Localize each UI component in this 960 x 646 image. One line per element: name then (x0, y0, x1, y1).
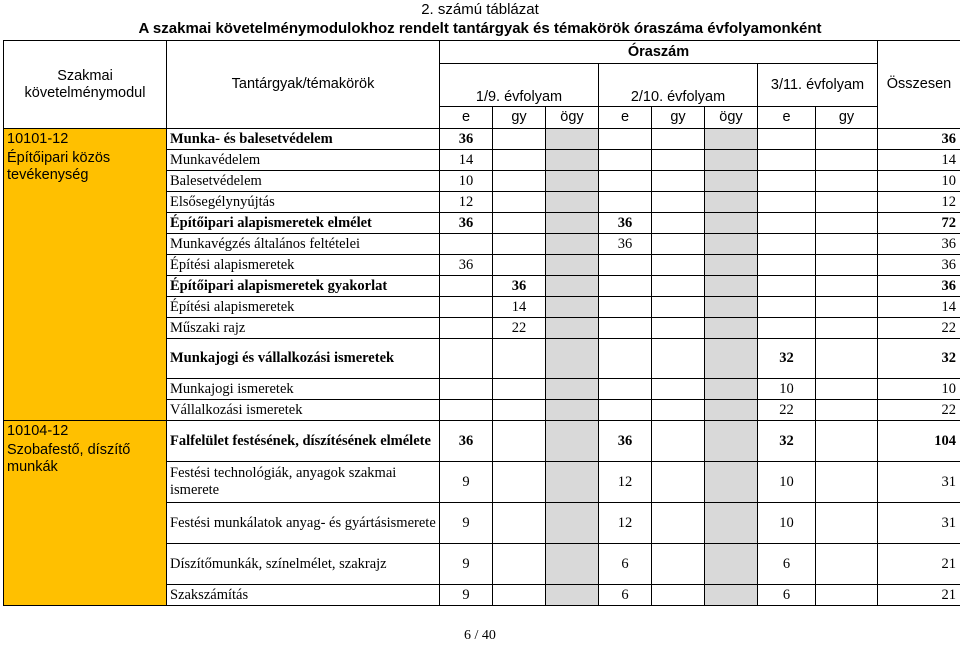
hours-cell (493, 585, 546, 606)
hours-cell (440, 339, 493, 379)
hours-cell (758, 276, 816, 297)
hours-cell (705, 544, 758, 585)
hours-cell: 36 (599, 234, 652, 255)
hours-cell (599, 150, 652, 171)
hours-cell (599, 318, 652, 339)
total-cell: 22 (878, 400, 960, 421)
subject-label: Munkavédelem (167, 150, 440, 171)
module-cell (4, 421, 167, 606)
hours-cell: 12 (440, 192, 493, 213)
hours-cell (705, 255, 758, 276)
total-cell: 104 (878, 421, 960, 462)
table-number: 2. számú táblázat (421, 1, 539, 18)
year3-header: 3/11. évfolyam (758, 64, 878, 107)
hours-cell (599, 297, 652, 318)
hours-cell (816, 585, 878, 606)
hours-cell (816, 192, 878, 213)
total-cell: 10 (878, 171, 960, 192)
hours-cell: 9 (440, 544, 493, 585)
hours-cell (440, 400, 493, 421)
subject-label: Elsősegélynyújtás (167, 192, 440, 213)
hours-cell (546, 503, 599, 544)
total-cell: 10 (878, 379, 960, 400)
hours-cell (705, 192, 758, 213)
hours-cell (816, 339, 878, 379)
hours-cell (493, 255, 546, 276)
hours-cell (758, 297, 816, 318)
subject-label: Munka- és balesetvédelem (167, 129, 440, 150)
hours-cell (652, 171, 705, 192)
hours-cell (546, 234, 599, 255)
hours-cell (652, 318, 705, 339)
hours-cell (816, 503, 878, 544)
subheader-cell: e (599, 107, 652, 129)
total-cell: 36 (878, 234, 960, 255)
hours-cell: 10 (758, 379, 816, 400)
hours-cell: 36 (440, 129, 493, 150)
hours-cell (599, 192, 652, 213)
hours-cell (652, 462, 705, 503)
hours-cell (705, 400, 758, 421)
hours-cell (493, 379, 546, 400)
hours-cell: 6 (599, 585, 652, 606)
year2-header: 2/10. évfolyam (599, 64, 758, 107)
hours-cell: 10 (758, 503, 816, 544)
hours-cell (652, 213, 705, 234)
subheader-cell: gy (493, 107, 546, 129)
hours-cell (599, 276, 652, 297)
hours-cell (816, 213, 878, 234)
hours-cell (652, 129, 705, 150)
hours-cell: 14 (440, 150, 493, 171)
table-title: A szakmai követelménymodulokhoz rendelt tantárgyak és témakörök óraszáma évfolyamonként (138, 20, 822, 37)
table-row (4, 421, 960, 462)
hours-cell (546, 213, 599, 234)
subject-label: Díszítőmunkák, színelmélet, szakrajz (167, 544, 440, 585)
hours-cell: 36 (493, 276, 546, 297)
hours-cell (705, 150, 758, 171)
total-column-header: Összesen (878, 41, 960, 129)
subheader-cell: ögy (546, 107, 599, 129)
hours-cell: 9 (440, 585, 493, 606)
hours-cell (546, 129, 599, 150)
total-cell: 21 (878, 544, 960, 585)
hours-cell: 32 (758, 421, 816, 462)
hours-cell (652, 276, 705, 297)
hours-cell (546, 318, 599, 339)
hours-cell (705, 276, 758, 297)
subheader-cell: e (758, 107, 816, 129)
hours-cell (493, 150, 546, 171)
hours-cell (816, 462, 878, 503)
hours-cell (440, 297, 493, 318)
hours-cell (705, 171, 758, 192)
hours-cell (816, 400, 878, 421)
hours-cell (758, 234, 816, 255)
module-name: Építőipari közös tevékenység (7, 150, 111, 183)
hours-cell (440, 379, 493, 400)
hours-cell (758, 171, 816, 192)
hours-cell (705, 379, 758, 400)
subject-column-header: Tantárgyak/témakörök (167, 41, 440, 129)
page-number: 6 / 40 (464, 628, 496, 643)
subject-label: Munkajogi és vállalkozási ismeretek (167, 339, 440, 379)
hours-cell (816, 234, 878, 255)
module-cell (4, 129, 167, 421)
subject-label: Festési technológiák, anyagok szakmai ismerete (167, 462, 440, 503)
total-cell: 21 (878, 585, 960, 606)
hours-cell (652, 192, 705, 213)
hours-cell (816, 379, 878, 400)
hours-cell: 6 (599, 544, 652, 585)
subject-label: Építési alapismeretek (167, 297, 440, 318)
hours-cell (493, 421, 546, 462)
hours-cell (546, 171, 599, 192)
hours-cell (816, 276, 878, 297)
hours-cell (758, 129, 816, 150)
hours-cell (816, 255, 878, 276)
total-cell: 31 (878, 503, 960, 544)
subject-label: Építőipari alapismeretek gyakorlat (167, 276, 440, 297)
hours-cell (546, 421, 599, 462)
subject-label: Műszaki rajz (167, 318, 440, 339)
module-column-header: Szakmai követelménymodul (4, 41, 167, 129)
total-cell: 12 (878, 192, 960, 213)
hours-cell (758, 318, 816, 339)
hours-cell: 6 (758, 585, 816, 606)
hours-cell (652, 234, 705, 255)
module-code: 10104-12 (7, 423, 69, 439)
hours-cell (705, 213, 758, 234)
hours-cell: 10 (758, 462, 816, 503)
hours-cell (816, 297, 878, 318)
total-cell: 72 (878, 213, 960, 234)
header-row-1 (4, 41, 960, 64)
hours-cell (652, 503, 705, 544)
hours-cell (546, 544, 599, 585)
subheader-cell: gy (652, 107, 705, 129)
hours-cell (493, 503, 546, 544)
hours-cell (493, 462, 546, 503)
hours-cell (440, 318, 493, 339)
hours-cell (546, 339, 599, 379)
hours-cell: 9 (440, 503, 493, 544)
subheader-cell: gy (816, 107, 878, 129)
hours-cell: 36 (440, 421, 493, 462)
hours-cell (816, 171, 878, 192)
total-cell: 31 (878, 462, 960, 503)
hours-cell (652, 400, 705, 421)
total-cell: 36 (878, 276, 960, 297)
hours-cell (493, 544, 546, 585)
hours-cell (652, 585, 705, 606)
hours-cell (493, 234, 546, 255)
hours-cell: 22 (758, 400, 816, 421)
hours-cell (758, 192, 816, 213)
hours-cell (599, 171, 652, 192)
hours-cell (816, 421, 878, 462)
hours-cell (816, 150, 878, 171)
hours-cell (705, 234, 758, 255)
hours-cell (599, 400, 652, 421)
total-cell: 36 (878, 129, 960, 150)
hours-cell (546, 379, 599, 400)
total-cell: 22 (878, 318, 960, 339)
hours-cell: 36 (440, 213, 493, 234)
hours-cell (652, 255, 705, 276)
hours-header: Óraszám (440, 41, 878, 64)
hours-cell: 32 (758, 339, 816, 379)
hours-cell (816, 318, 878, 339)
total-cell: 14 (878, 297, 960, 318)
total-cell: 36 (878, 255, 960, 276)
hours-cell: 12 (599, 503, 652, 544)
subject-label: Munkajogi ismeretek (167, 379, 440, 400)
hours-cell (758, 255, 816, 276)
hours-cell (493, 213, 546, 234)
table-row (4, 129, 960, 150)
hours-cell (440, 234, 493, 255)
hours-cell: 22 (493, 318, 546, 339)
subject-label: Munkavégzés általános feltételei (167, 234, 440, 255)
subject-label: Építőipari alapismeretek elmélet (167, 213, 440, 234)
hours-cell (705, 421, 758, 462)
module-code: 10101-12 (7, 131, 69, 147)
hours-cell (599, 129, 652, 150)
hours-cell (652, 339, 705, 379)
subject-label: Balesetvédelem (167, 171, 440, 192)
hours-cell (546, 192, 599, 213)
hours-cell (546, 297, 599, 318)
hours-cell (546, 462, 599, 503)
hours-cell (705, 297, 758, 318)
hours-cell (652, 544, 705, 585)
hours-cell (599, 255, 652, 276)
subject-label: Festési munkálatok anyag- és gyártásismerete (167, 503, 440, 544)
hours-cell: 14 (493, 297, 546, 318)
hours-cell (546, 276, 599, 297)
hours-cell: 12 (599, 462, 652, 503)
hours-cell (816, 544, 878, 585)
hours-cell: 10 (440, 171, 493, 192)
hours-cell (493, 171, 546, 192)
hours-cell (705, 585, 758, 606)
hours-cell: 6 (758, 544, 816, 585)
subject-label: Építési alapismeretek (167, 255, 440, 276)
hours-cell (758, 213, 816, 234)
hours-cell (652, 297, 705, 318)
hours-cell (440, 276, 493, 297)
hours-cell (546, 255, 599, 276)
hours-cell (546, 400, 599, 421)
hours-cell: 9 (440, 462, 493, 503)
hours-cell (705, 318, 758, 339)
total-cell: 14 (878, 150, 960, 171)
hours-cell (493, 400, 546, 421)
hours-cell (705, 503, 758, 544)
hours-cell (493, 192, 546, 213)
subheader-cell: e (440, 107, 493, 129)
hours-cell (546, 150, 599, 171)
year1-header: 1/9. évfolyam (440, 64, 599, 107)
hours-cell (705, 339, 758, 379)
hours-cell (705, 129, 758, 150)
hours-cell (493, 129, 546, 150)
subject-label: Falfelület festésének, díszítésének elmélete (167, 421, 440, 462)
hours-cell: 36 (440, 255, 493, 276)
hours-table (3, 40, 960, 606)
hours-cell: 36 (599, 213, 652, 234)
hours-cell (599, 339, 652, 379)
hours-cell (758, 150, 816, 171)
hours-cell (652, 421, 705, 462)
hours-cell (652, 379, 705, 400)
module-name: Szobafestő, díszítő munkák (7, 442, 131, 475)
subheader-cell: ögy (705, 107, 758, 129)
subject-label: Vállalkozási ismeretek (167, 400, 440, 421)
hours-cell (652, 150, 705, 171)
hours-cell (816, 129, 878, 150)
total-cell: 32 (878, 339, 960, 379)
subject-label: Szakszámítás (167, 585, 440, 606)
hours-cell (493, 339, 546, 379)
hours-cell (705, 462, 758, 503)
hours-cell (599, 379, 652, 400)
hours-cell: 36 (599, 421, 652, 462)
hours-cell (546, 585, 599, 606)
